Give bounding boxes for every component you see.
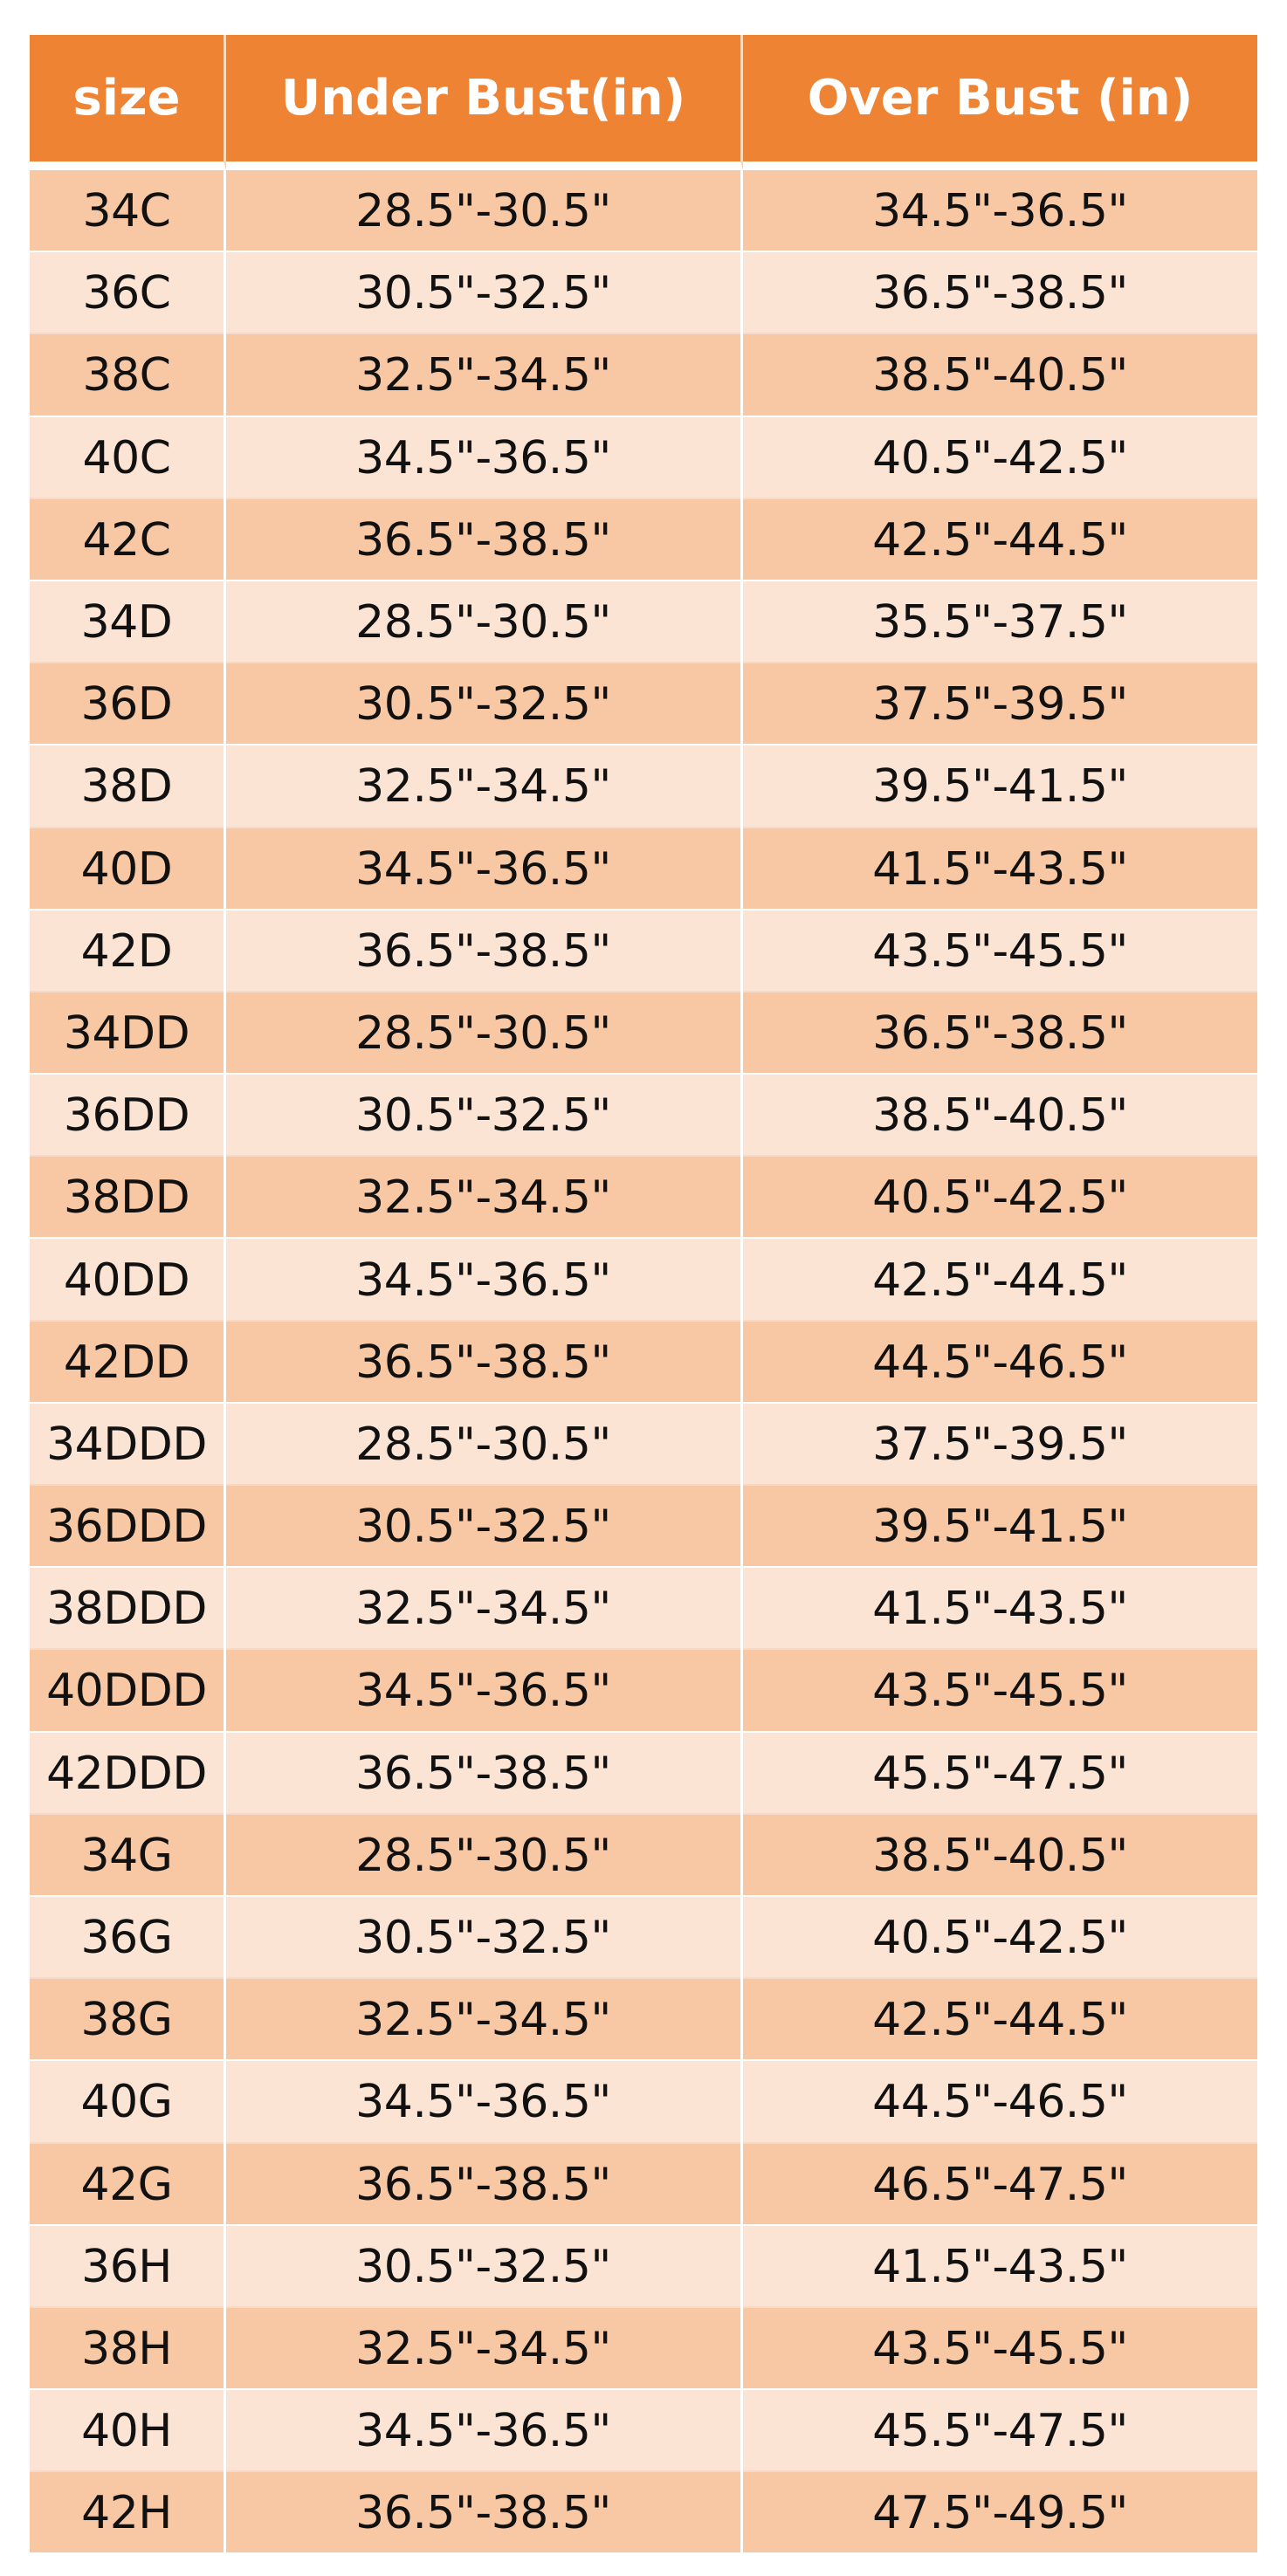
- cell-under-bust: 32.5"-34.5": [226, 1157, 743, 1239]
- cell-under-bust: 32.5"-34.5": [226, 1568, 743, 1650]
- cell-size: 42H: [30, 2472, 226, 2554]
- cell-over-bust: 42.5"-44.5": [743, 1239, 1257, 1321]
- cell-under-bust: 34.5"-36.5": [226, 2061, 743, 2143]
- cell-size: 34DD: [30, 993, 226, 1075]
- cell-under-bust: 30.5"-32.5": [226, 1486, 743, 1568]
- cell-size: 34C: [30, 170, 226, 252]
- cell-over-bust: 44.5"-46.5": [743, 1322, 1257, 1404]
- cell-size: 36DD: [30, 1075, 226, 1157]
- cell-over-bust: 42.5"-44.5": [743, 1979, 1257, 2061]
- cell-under-bust: 36.5"-38.5": [226, 2472, 743, 2554]
- cell-over-bust: 37.5"-39.5": [743, 663, 1257, 745]
- cell-over-bust: 43.5"-45.5": [743, 910, 1257, 993]
- cell-size: 36D: [30, 663, 226, 745]
- cell-size: 38D: [30, 745, 226, 828]
- table-row: [30, 1404, 1257, 1486]
- cell-over-bust: 40.5"-42.5": [743, 1897, 1257, 1979]
- table-body: [30, 170, 1257, 2554]
- header-size: size: [30, 35, 226, 170]
- cell-size: 40DDD: [30, 1650, 226, 1732]
- table-row: [30, 2144, 1257, 2226]
- cell-size: 36C: [30, 252, 226, 334]
- cell-over-bust: 45.5"-47.5": [743, 2390, 1257, 2472]
- cell-over-bust: 40.5"-42.5": [743, 1157, 1257, 1239]
- cell-size: 38DD: [30, 1157, 226, 1239]
- cell-over-bust: 34.5"-36.5": [743, 170, 1257, 252]
- cell-under-bust: 30.5"-32.5": [226, 252, 743, 334]
- cell-size: 40D: [30, 828, 226, 910]
- cell-under-bust: 32.5"-34.5": [226, 745, 743, 828]
- table-row: [30, 2308, 1257, 2390]
- cell-size: 34G: [30, 1815, 226, 1897]
- table-row: [30, 170, 1257, 252]
- cell-under-bust: 32.5"-34.5": [226, 334, 743, 416]
- cell-under-bust: 36.5"-38.5": [226, 2144, 743, 2226]
- cell-size: 40G: [30, 2061, 226, 2143]
- cell-under-bust: 28.5"-30.5": [226, 993, 743, 1075]
- header-over-bust: Over Bust (in): [743, 35, 1257, 170]
- table-row: [30, 993, 1257, 1075]
- cell-over-bust: 47.5"-49.5": [743, 2472, 1257, 2554]
- cell-over-bust: 46.5"-47.5": [743, 2144, 1257, 2226]
- cell-under-bust: 34.5"-36.5": [226, 1239, 743, 1321]
- table-row: [30, 2226, 1257, 2308]
- cell-under-bust: 28.5"-30.5": [226, 581, 743, 663]
- cell-over-bust: 36.5"-38.5": [743, 252, 1257, 334]
- header-under-bust: Under Bust(in): [226, 35, 743, 170]
- cell-over-bust: 44.5"-46.5": [743, 2061, 1257, 2143]
- table-row: [30, 1568, 1257, 1650]
- cell-size: 38C: [30, 334, 226, 416]
- table-row: [30, 1322, 1257, 1404]
- header-row: [30, 35, 1257, 170]
- cell-under-bust: 30.5"-32.5": [226, 1075, 743, 1157]
- table-row: [30, 1897, 1257, 1979]
- cell-size: 38G: [30, 1979, 226, 2061]
- cell-over-bust: 39.5"-41.5": [743, 745, 1257, 828]
- table-row: [30, 2061, 1257, 2143]
- cell-size: 38H: [30, 2308, 226, 2390]
- table-row: [30, 910, 1257, 993]
- size-chart-table: [30, 35, 1257, 2554]
- table-row: [30, 828, 1257, 910]
- table-row: [30, 2390, 1257, 2472]
- cell-under-bust: 36.5"-38.5": [226, 1322, 743, 1404]
- cell-under-bust: 28.5"-30.5": [226, 170, 743, 252]
- cell-size: 36H: [30, 2226, 226, 2308]
- table-row: [30, 499, 1257, 581]
- cell-size: 42G: [30, 2144, 226, 2226]
- cell-size: 42DDD: [30, 1733, 226, 1815]
- cell-over-bust: 42.5"-44.5": [743, 499, 1257, 581]
- cell-over-bust: 41.5"-43.5": [743, 2226, 1257, 2308]
- table-row: [30, 334, 1257, 416]
- table-row: [30, 1650, 1257, 1732]
- cell-size: 40H: [30, 2390, 226, 2472]
- cell-over-bust: 43.5"-45.5": [743, 1650, 1257, 1732]
- cell-over-bust: 38.5"-40.5": [743, 334, 1257, 416]
- table-row: [30, 1979, 1257, 2061]
- cell-over-bust: 35.5"-37.5": [743, 581, 1257, 663]
- cell-under-bust: 34.5"-36.5": [226, 828, 743, 910]
- cell-size: 36DDD: [30, 1486, 226, 1568]
- cell-size: 42C: [30, 499, 226, 581]
- cell-over-bust: 41.5"-43.5": [743, 1568, 1257, 1650]
- cell-over-bust: 45.5"-47.5": [743, 1733, 1257, 1815]
- table-row: [30, 417, 1257, 499]
- cell-under-bust: 30.5"-32.5": [226, 663, 743, 745]
- cell-size: 34DDD: [30, 1404, 226, 1486]
- cell-under-bust: 34.5"-36.5": [226, 417, 743, 499]
- cell-over-bust: 38.5"-40.5": [743, 1075, 1257, 1157]
- table-row: [30, 663, 1257, 745]
- table-row: [30, 581, 1257, 663]
- table-row: [30, 1815, 1257, 1897]
- cell-over-bust: 43.5"-45.5": [743, 2308, 1257, 2390]
- cell-under-bust: 34.5"-36.5": [226, 1650, 743, 1732]
- cell-over-bust: 41.5"-43.5": [743, 828, 1257, 910]
- table-row: [30, 1733, 1257, 1815]
- cell-under-bust: 36.5"-38.5": [226, 499, 743, 581]
- cell-size: 40DD: [30, 1239, 226, 1321]
- table-row: [30, 1157, 1257, 1239]
- cell-size: 42D: [30, 910, 226, 993]
- cell-size: 34D: [30, 581, 226, 663]
- cell-under-bust: 30.5"-32.5": [226, 2226, 743, 2308]
- table-row: [30, 1075, 1257, 1157]
- cell-size: 36G: [30, 1897, 226, 1979]
- table-row: [30, 252, 1257, 334]
- cell-under-bust: 36.5"-38.5": [226, 1733, 743, 1815]
- cell-under-bust: 28.5"-30.5": [226, 1815, 743, 1897]
- cell-under-bust: 34.5"-36.5": [226, 2390, 743, 2472]
- cell-under-bust: 32.5"-34.5": [226, 2308, 743, 2390]
- cell-size: 38DDD: [30, 1568, 226, 1650]
- cell-size: 40C: [30, 417, 226, 499]
- cell-size: 42DD: [30, 1322, 226, 1404]
- cell-over-bust: 36.5"-38.5": [743, 993, 1257, 1075]
- cell-over-bust: 39.5"-41.5": [743, 1486, 1257, 1568]
- table-row: [30, 745, 1257, 828]
- cell-under-bust: 32.5"-34.5": [226, 1979, 743, 2061]
- table-row: [30, 2472, 1257, 2554]
- cell-over-bust: 38.5"-40.5": [743, 1815, 1257, 1897]
- cell-under-bust: 30.5"-32.5": [226, 1897, 743, 1979]
- cell-under-bust: 28.5"-30.5": [226, 1404, 743, 1486]
- cell-over-bust: 37.5"-39.5": [743, 1404, 1257, 1486]
- cell-over-bust: 40.5"-42.5": [743, 417, 1257, 499]
- table-row: [30, 1486, 1257, 1568]
- cell-under-bust: 36.5"-38.5": [226, 910, 743, 993]
- table-row: [30, 1239, 1257, 1321]
